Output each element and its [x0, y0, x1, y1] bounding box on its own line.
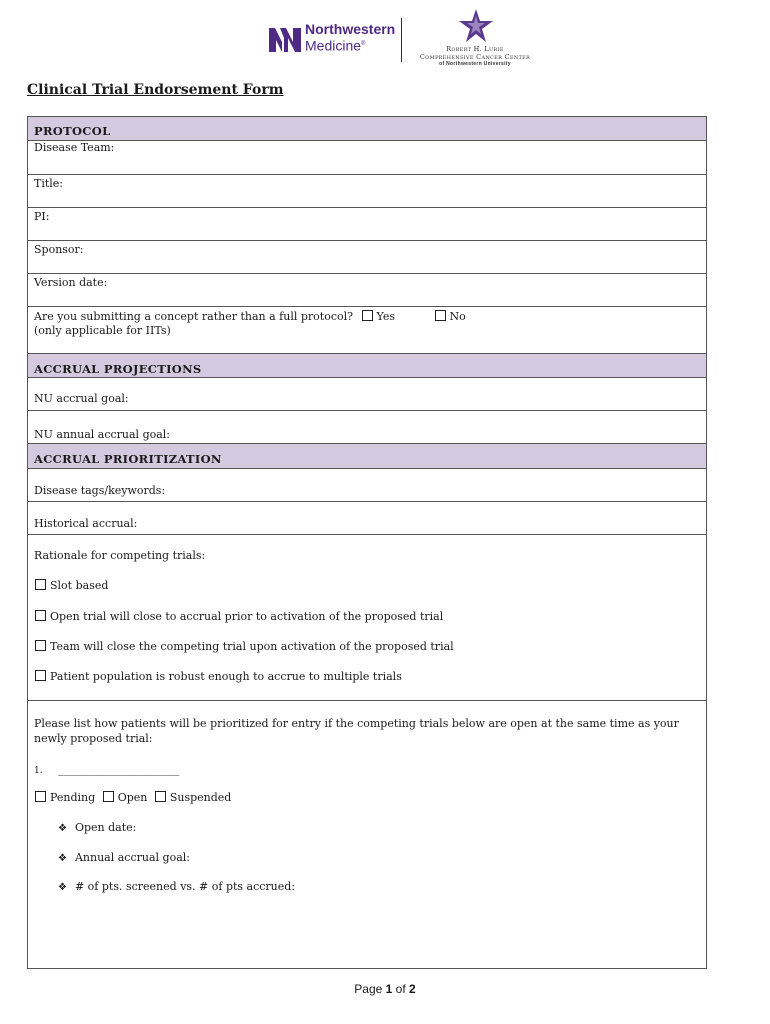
- rationale-option-open-close[interactable]: [35, 610, 443, 623]
- concept-no-checkbox[interactable]: [435, 310, 446, 321]
- nm-tm: ®: [361, 41, 366, 47]
- bullet-open-date[interactable]: [58, 821, 136, 834]
- rationale-option-team-close[interactable]: [35, 640, 454, 653]
- rationale-section: [28, 534, 706, 700]
- bullet-label: # of pts. screened vs. # of pts accrued:: [74, 880, 296, 893]
- rationale-checkbox[interactable]: [35, 610, 46, 621]
- nm-sub: Medicine: [305, 37, 362, 54]
- title-label: Title:: [34, 177, 64, 190]
- status-suspended-label: Suspended: [169, 791, 232, 804]
- page-number: [0, 982, 770, 996]
- sponsor-row[interactable]: [28, 240, 706, 273]
- page-current: 1: [385, 982, 393, 996]
- lurie-line1: Robert H. Lurie: [446, 45, 504, 53]
- competing-trial-number: 1.: [34, 766, 43, 776]
- disease-tags-label: Disease tags/keywords:: [34, 484, 166, 497]
- logo-divider: [401, 18, 402, 62]
- form-title: Clinical Trial Endorsement Form: [27, 82, 284, 98]
- concept-no-label: No: [449, 310, 466, 323]
- lurie-line3: of Northwestern University: [439, 61, 511, 67]
- diamond-bullet-icon: ❖: [58, 823, 67, 834]
- historical-accrual-label: Historical accrual:: [34, 517, 138, 530]
- prioritization-list-section: [28, 700, 706, 968]
- status-open-checkbox[interactable]: [103, 791, 114, 802]
- prioritization-instructions: Please list how patients will be prioritized for entry if the competing trials below are open at the same time as your newly proposed trial:: [34, 717, 679, 745]
- concept-note: (only applicable for IITs): [34, 324, 171, 337]
- bullet-label: Open date:: [74, 821, 137, 834]
- rationale-option-label: Slot based: [50, 579, 109, 592]
- lurie-star-logo-icon: [458, 8, 494, 44]
- rationale-option-label: Open trial will close to accrual prior to activation of the proposed trial: [50, 610, 444, 623]
- bullet-annual-accrual-goal[interactable]: [58, 851, 190, 864]
- nu-accrual-goal-row[interactable]: [28, 377, 706, 410]
- nu-accrual-goal-label: NU accrual goal:: [34, 392, 129, 405]
- pi-label: PI:: [34, 210, 50, 223]
- endorsement-form-table: [27, 116, 707, 969]
- title-row[interactable]: [28, 174, 706, 207]
- version-date-row[interactable]: [28, 273, 706, 306]
- pi-row[interactable]: [28, 207, 706, 240]
- concept-yes-label: Yes: [376, 310, 395, 323]
- concept-yes-checkbox[interactable]: [362, 310, 373, 321]
- competing-trial-item[interactable]: [34, 763, 179, 776]
- concept-question-row: [28, 306, 706, 353]
- concept-question-label: Are you submitting a concept rather than a full protocol?: [34, 310, 354, 323]
- nu-annual-accrual-goal-label: NU annual accrual goal:: [34, 428, 171, 441]
- nm-name: Northwestern: [305, 21, 396, 37]
- lurie-line2: Comprehensive Cancer Center: [419, 52, 531, 61]
- trial-status-options: [35, 791, 231, 804]
- rationale-option-label: Team will close the competing trial upon activation of the proposed trial: [50, 640, 454, 653]
- diamond-bullet-icon: ❖: [58, 882, 67, 893]
- protocol-disease-team-row[interactable]: [28, 117, 706, 174]
- rationale-label: Rationale for competing trials:: [34, 549, 206, 562]
- accrual-projections-section-header: ACCRUAL PROJECTIONS: [28, 353, 706, 377]
- historical-accrual-row[interactable]: [28, 501, 706, 534]
- northwestern-medicine-wordmark: [305, 22, 395, 54]
- version-date-label: Version date:: [34, 276, 108, 289]
- rationale-checkbox[interactable]: [35, 670, 46, 681]
- status-suspended-checkbox[interactable]: [155, 791, 166, 802]
- page-total: 2: [409, 982, 416, 996]
- disease-team-label: Disease Team:: [34, 141, 115, 154]
- bullet-label: Annual accrual goal:: [74, 851, 190, 864]
- accrual-prioritization-section-header: ACCRUAL PRIORITIZATION: [28, 443, 706, 468]
- nu-annual-accrual-goal-row[interactable]: [28, 410, 706, 443]
- status-pending-label: Pending: [50, 791, 96, 804]
- page-label: Page: [354, 982, 383, 996]
- protocol-section-header: PROTOCOL: [28, 117, 706, 141]
- rationale-checkbox[interactable]: [35, 640, 46, 651]
- rationale-option-label: Patient population is robust enough to accrue to multiple trials: [50, 670, 402, 683]
- competing-trial-blank: ______________________: [58, 763, 180, 776]
- rationale-option-robust-population[interactable]: [35, 670, 402, 683]
- lurie-cancer-center-wordmark: [405, 46, 545, 69]
- sponsor-label: Sponsor:: [34, 243, 84, 256]
- diamond-bullet-icon: ❖: [58, 853, 67, 864]
- rationale-option-slot[interactable]: [35, 579, 108, 592]
- header-logos: [0, 8, 770, 78]
- disease-tags-row[interactable]: [28, 468, 706, 501]
- page-of: of: [395, 982, 406, 996]
- status-open-label: Open: [117, 791, 148, 804]
- bullet-screened-vs-accrued[interactable]: [58, 880, 295, 893]
- northwestern-medicine-logo-icon: [268, 24, 302, 54]
- status-pending-checkbox[interactable]: [35, 791, 46, 802]
- rationale-checkbox[interactable]: [35, 579, 46, 590]
